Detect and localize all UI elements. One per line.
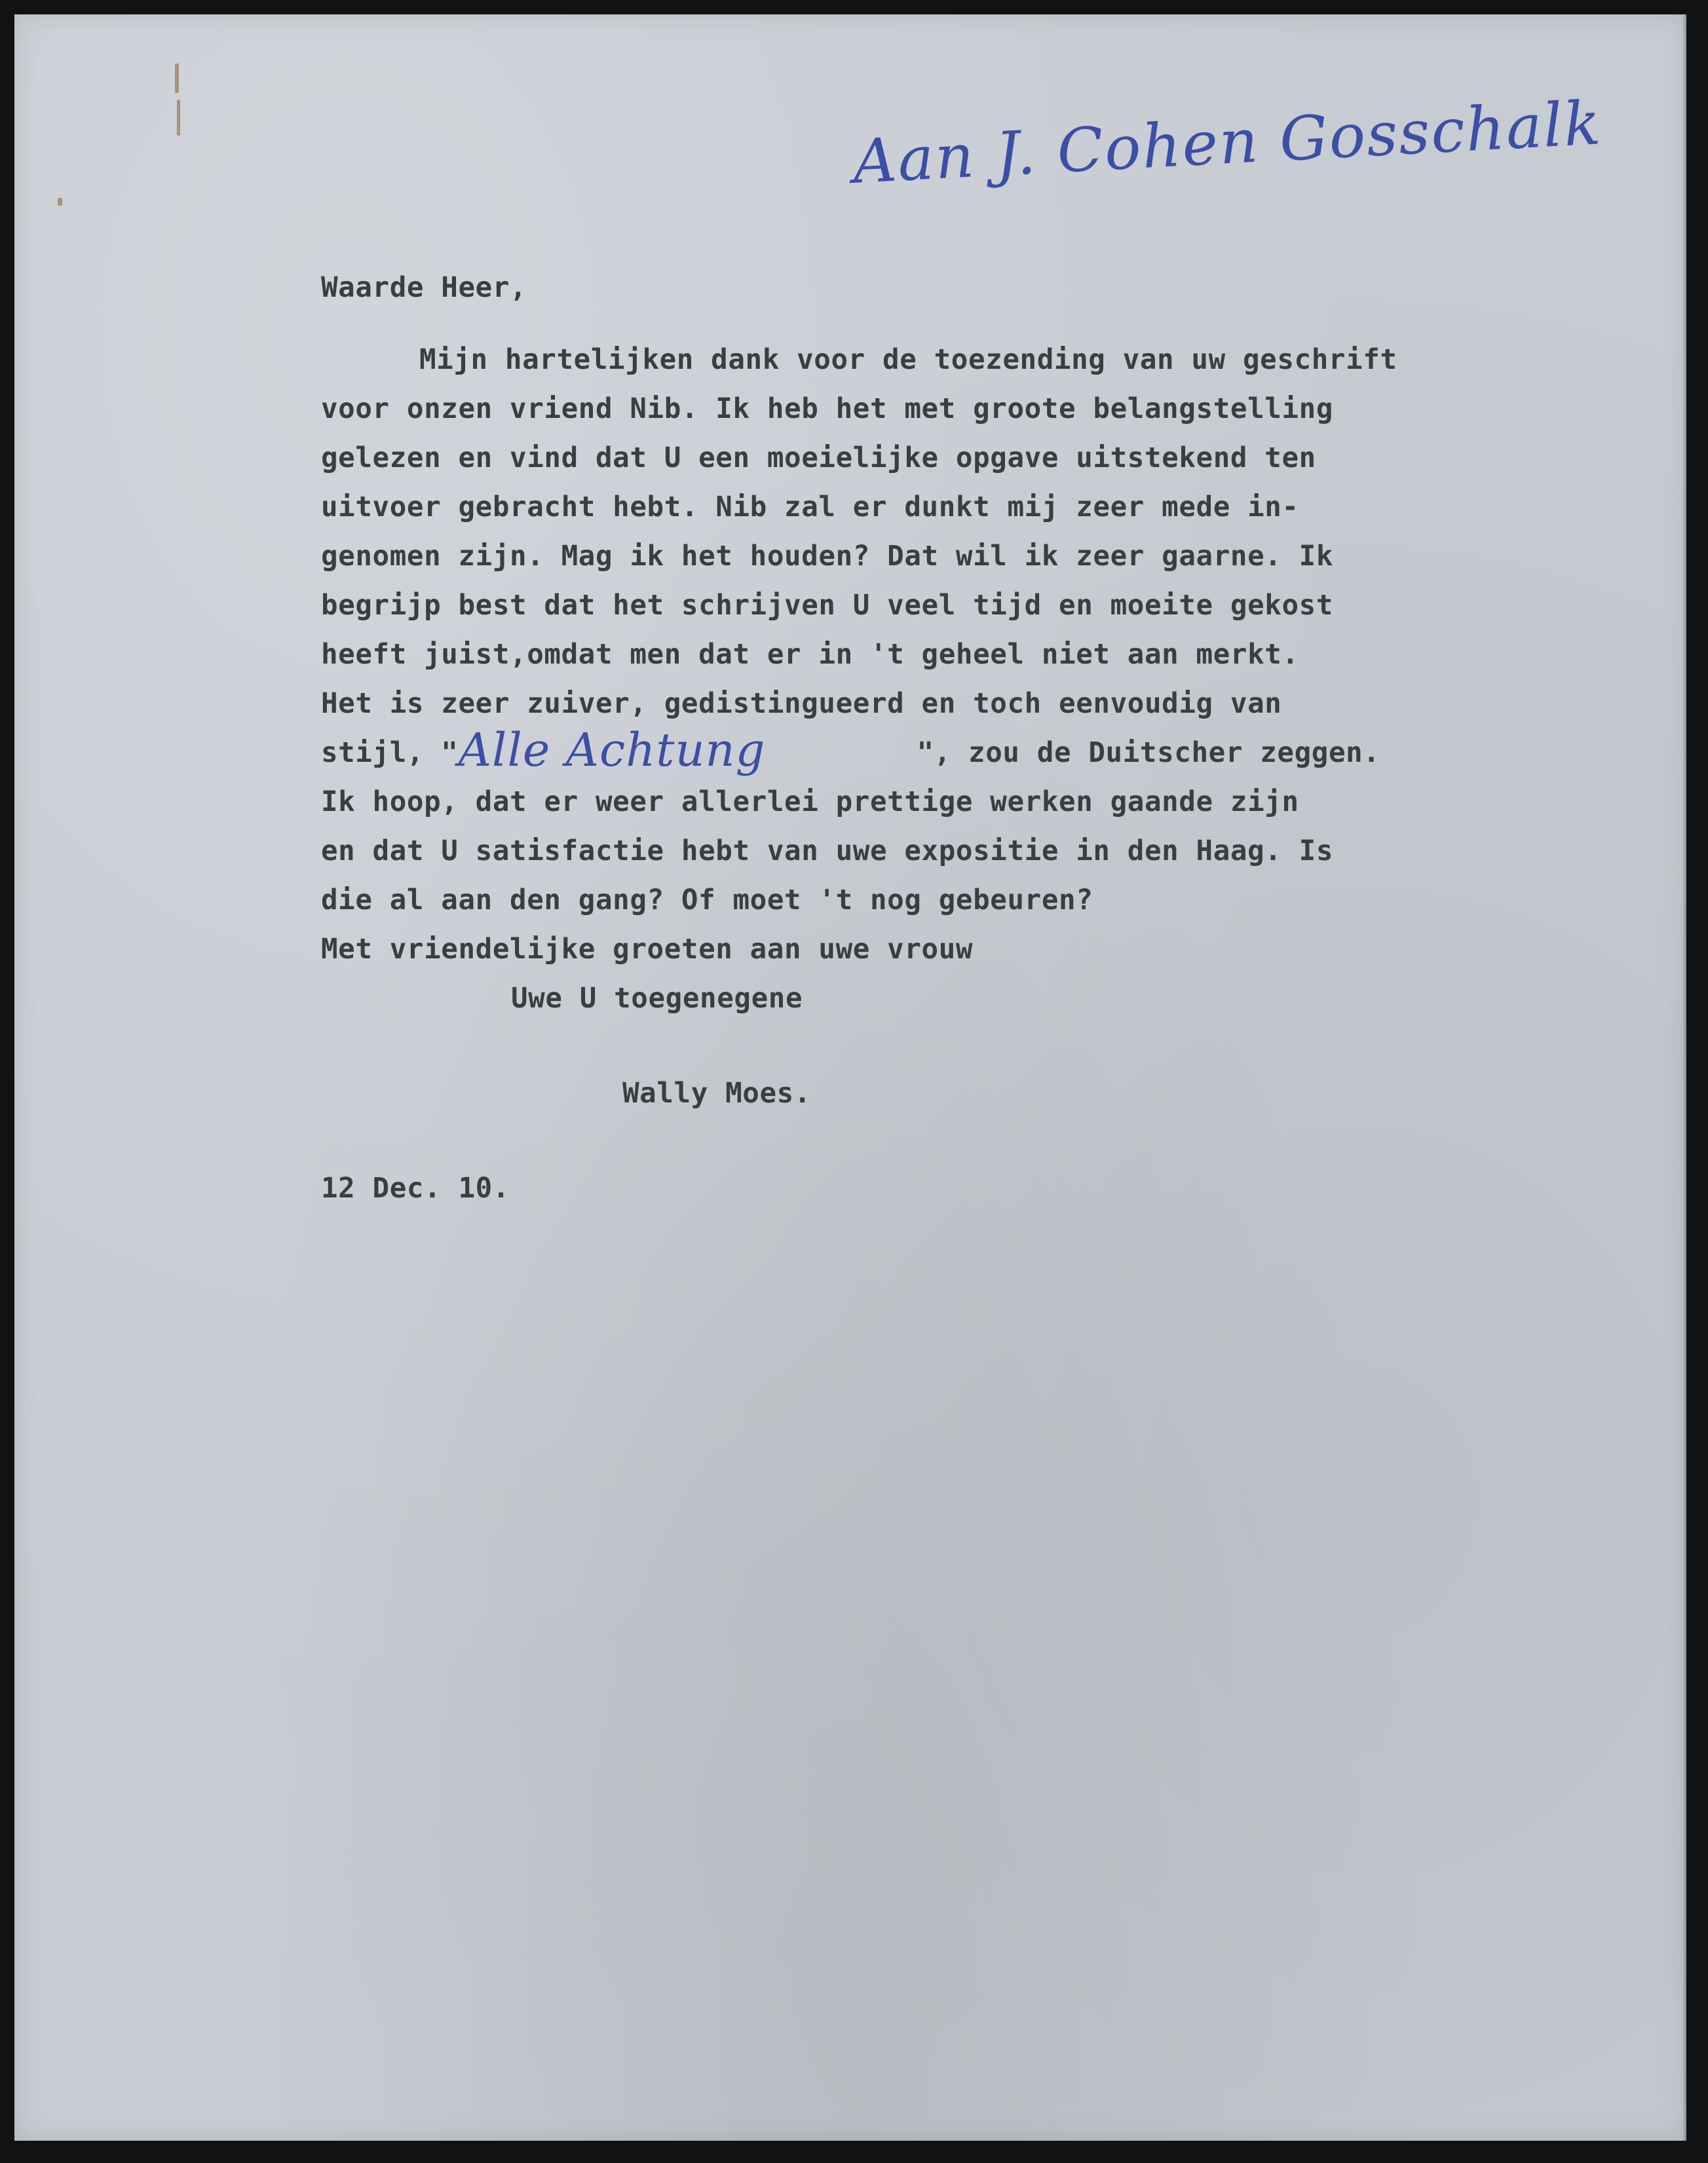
body-line: heeft juist,omdat men dat er in 't geheel niet aan merkt. <box>321 639 1299 671</box>
handwritten-quote-insert: Alle Achtung <box>458 723 766 777</box>
quote-line <box>321 723 1592 778</box>
handwritten-recipient-note: Aan J. Cohen Gosschalk <box>851 88 1604 197</box>
quote-line-before: stijl, " <box>321 737 459 769</box>
body-line: die al aan den gang? Of moet 't nog gebeuren? <box>321 884 1093 916</box>
margin-stain-mark <box>177 100 180 136</box>
body-line: uitvoer gebracht hebt. Nib zal er dunkt mij zeer mede in- <box>321 491 1299 523</box>
letter-date: 12 Dec. 10. <box>321 1173 510 1205</box>
margin-stain-mark <box>175 64 179 93</box>
typed-letter-body <box>321 263 1592 1213</box>
body-line: Ik hoop, dat er weer allerlei prettige werken gaande zijn <box>321 786 1299 818</box>
salutation: Waarde Heer, <box>321 272 527 304</box>
body-line: Mijn hartelijken dank voor de toezending van uw geschrift <box>419 344 1397 376</box>
body-line: gelezen en vind dat U een moeielijke opgave uitstekend ten <box>321 442 1316 474</box>
margin-stain-mark <box>58 198 62 206</box>
typed-signature: Wally Moes. <box>622 1078 812 1110</box>
quote-line-after: ", zou de Duitscher zeggen. <box>917 737 1380 769</box>
sheet-edge-shadow <box>1682 14 1686 2141</box>
body-line: Het is zeer zuiver, gedistingueerd en toch eenvoudig van <box>321 688 1282 720</box>
closing-greeting: Met vriendelijke groeten aan uwe vrouw <box>321 933 974 966</box>
body-line: begrijp best dat het schrijven U veel tijd en moeite gekost <box>321 590 1334 622</box>
body-line: genomen zijn. Mag ik het houden? Dat wil ik zeer gaarne. Ik <box>321 540 1334 573</box>
body-line: en dat U satisfactie hebt van uwe expositie in den Haag. Is <box>321 835 1334 867</box>
body-line: voor onzen vriend Nib. Ik heb het met groote belangstelling <box>321 393 1334 425</box>
closing-valediction: Uwe U toegenegene <box>511 983 803 1015</box>
letter-sheet <box>14 14 1686 2141</box>
